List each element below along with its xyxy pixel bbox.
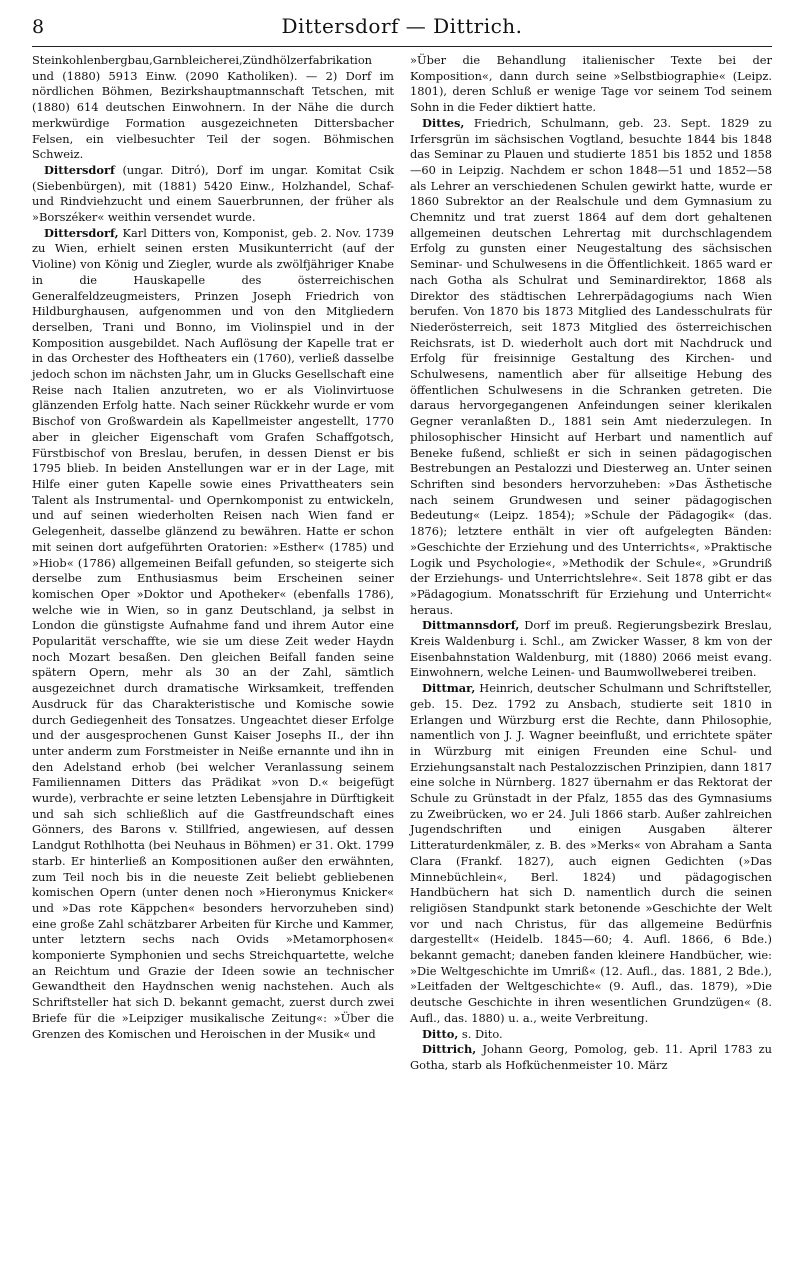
right-column: [410, 53, 772, 1074]
entry-dittrich: [410, 1042, 772, 1073]
entry-text: Friedrich, Schulmann, geb. 23. Sept. 1829 zu Irfersgrün im sächsischen Vogtland, besuchte 1844 bis 1848 das Seminar zu Plauen und studierte 1851 bis 1852 und 1858—60 in Leipzig. Nachdem er schon 1848—51 und 1852—58 als Lehrer an verschiedenen Schulen gewirkt hatte, wurde er 1860 Subrektor an der Realschule und dem Gymnasium zu Chemnitz und trat zuerst 1864 auf dem dort gehaltenen allgemeinen deutschen Lehrertag mit durchschlagendem Erfolg zu gunsten einer Neugestaltung des sächsischen Seminar- und Schulwesens in die Öffentlichkeit. 1865 ward er nach Gotha als Schulrat und Seminardirektor, 1868 als Direktor des städtischen Lehrerpädagogiums nach Wien berufen. Von 1870 bis 1873 Mitglied des Landesschulrats für Niederösterreich, seit 1873 Mitglied des österreichischen Reichsrats, ist D. wiederholt auch dort mit Nachdruck und Erfolg für freisinnige Gestaltung des Kirchen- und Schulwesens, namentlich aber für allseitige Hebung des öffentlichen Schulwesens in die Schranken getreten. Die daraus hervorgegangenen Anfeindungen seiner klerikalen Gegner veranlaßten D., 1881 sein Amt niederzulegen. In philosophischer Hinsicht auf Herbart und namentlich auf Beneke fußend, schließt er sich in seinen pädagogischen Bestrebungen an Pestalozzi und Diesterweg an. Unter seinen Schriften sind besonders hervorzuheben: »Das Ästhetische nach seinem Grundwesen und seiner pädagogischen Bedeutung« (Leipz. 1854); »Schule der Pädagogik« (das. 1876); letztere enthält in vier oft aufgelegten Bänden: »Geschichte der Erziehung und des Unterrichts«, »Praktische Logik und Psychologie«, »Methodik der Schule«, »Grundriß der Erziehungs- und Unterrichtslehre«. Seit 1878 gibt er das »Pädagogium. Monatsschrift für Erziehung und Unterricht« heraus.: [410, 115, 772, 617]
entry-dittes: [410, 116, 772, 619]
entry-text: s. Dito.: [458, 1026, 503, 1041]
entry-dittersdorf-village: [32, 163, 394, 226]
entry-dittmannsdorf: [410, 618, 772, 681]
left-column: [32, 53, 394, 1074]
entry-headword: Dittrich,: [422, 1042, 477, 1057]
entry-headword: Dittes,: [422, 115, 465, 130]
entry-dittersdorf-composer: [32, 226, 394, 1043]
page-number: 8: [32, 16, 45, 38]
entry-headword: Ditto,: [422, 1026, 459, 1041]
entry-headword: Dittersdorf: [44, 162, 115, 177]
running-head: Dittersdorf — Dittrich.: [281, 14, 523, 38]
entry-text: Heinrich, deutscher Schulmann und Schriftsteller, geb. 15. Dez. 1792 zu Ansbach, studierte seit 1810 in Erlangen und Würzburg erst die Rechte, dann Philosophie, namentlich von J. J. Wagner beeinflußt, und errichtete später in Würzburg mit einigen Freunden eine Schul- und Erziehungsanstalt nach Pestalozzischen Prinzipien, dann 1817 eine solche in Nürnberg. 1827 übernahm er das Rektorat der Schule zu Grünstadt in der Pfalz, 1855 das des Gymnasiums zu Zweibrücken, wo er 24. Juli 1866 starb. Außer zahlreichen Jugendschriften und einigen Ausgaben älterer Litteraturdenkmäler, z. B. des »Merks« von Abraham a Santa Clara (Frankf. 1827), auch eignen Gedichten (»Das Minnebüchlein«, Berl. 1824) und pädagogischen Handbüchern hat sich D. namentlich durch die seinen religiösen Standpunkt stark betonende »Geschichte der Welt vor und nach Christus, für das allgemeine Bedürfnis dargestellt« (Heidelb. 1845—60; 4. Aufl. 1866, 6 Bde.) bekannt gemacht; daneben fanden kleinere Handbücher, wie: »Die Weltgeschichte im Umriß« (12. Aufl., das. 1881, 2 Bde.), »Leitfaden der Weltgeschichte« (9. Aufl., das. 1879), »Die deutsche Geschichte in ihren wesentlichen Grundzügen« (8. Aufl., das. 1880) u. a., weite Verbreitung.: [410, 681, 772, 1025]
entry-text: Dorf im preuß. Regierungsbezirk Breslau, Kreis Waldenburg i. Schl., am Zwicker Wasser, 8 km von der Eisenbahnstation Waldenburg, mit (1880) 2066 meist evang. Einwohnern, welche Leinen- und Baumwollweberei treiben.: [410, 618, 772, 680]
entry-headword: Dittmannsdorf,: [422, 618, 520, 633]
text-columns: [32, 53, 772, 1074]
entry-text: Johann Georg, Pomolog, geb. 11. April 1783 zu Gotha, starb als Hofküchenmeister 10. März: [410, 1042, 772, 1072]
page-header: [32, 0, 772, 47]
entry-dittmar: [410, 681, 772, 1026]
entry-text: (ungar. Ditró), Dorf im ungar. Komitat Csik (Siebenbürgen), mit (1881) 5420 Einw., Holzhandel, Schaf- und Rindviehzucht und einem Sauerbrunnen, der früher als »Borszéker« weithin versendet wurde.: [32, 162, 394, 225]
entry-text: Karl Ditters von, Komponist, geb. 2. Nov. 1739 zu Wien, erhielt seinen ersten Musikunterricht (auf der Violine) von König und Ziegler, wurde als zwölfjähriger Knabe in die Hauskapelle des österreichischen Generalfeldzeugmeisters, Prinzen Joseph Friedrich von Hildburghausen, aufgenommen und von den Mitgliedern derselben, Trani und Bonno, im Violinspiel und in der Komposition ausgebildet. Nach Auflösung der Kapelle trat er in das Orchester des Hoftheaters ein (1760), verließ dasselbe jedoch schon im nächsten Jahr, um in Glucks Gesellschaft eine Reise nach Italien anzutreten, wo er als Violinvirtuose glänzenden Erfolg hatte. Nach seiner Rückkehr wurde er vom Bischof von Großwardein als Kapellmeister angestellt, 1770 aber in gleicher Eigenschaft vom Grafen Schaffgotsch, Fürstbischof von Breslau, berufen, in dessen Dienst er bis 1795 blieb. In beiden Anstellungen war er in der Lage, mit Hilfe einer guten Kapelle sowie eines Privattheaters sein Talent als Instrumental- und Opernkomponist zu entwickeln, und auf seinen wiederholten Reisen nach Wien fand er Gelegenheit, dasselbe glänzend zu bewähren. Hatte er schon mit seinen dort aufgeführten Oratorien: »Esther« (1785) und »Hiob« (1786) allgemeinen Beifall gefunden, so steigerte sich derselbe zum Enthusiasmus beim Erscheinen seiner komischen Oper »Doktor und Apotheker« (ebenfalls 1786), welche wie in Wien, so in ganz Deutschland, ja selbst in London die günstigste Aufnahme fand und ihrem Autor eine Popularität verschaffte, wie sie um diese Zeit weder Haydn noch Mozart besaßen. Den gleichen Beifall fanden seine spätern Opern, mehr als 30 an der Zahl, sämtlich ausgezeichnet durch dramatische Wirksamkeit, treffenden Ausdruck für das Charakteristische und Komische sowie durch Gediegenheit des Tonsatzes. Ungeachtet dieser Erfolge und der ausgesprochenen Gunst Kaiser Josephs II., der ihn unter anderm zum Forstmeister in Neiße ernannte und ihn in den Adelstand erhob (bei welcher Veranlassung seinem Familiennamen Ditters das Prädikat »von D.« beigefügt wurde), verbrachte er seine letzten Lebensjahre in Dürftigkeit und sah sich schließlich auf die Gastfreundschaft eines Gönners, des Barons v. Stillfried, angewiesen, auf dessen Landgut Rothlhotta (bei Neuhaus in Böhmen) er 31. Okt. 1799 starb. Er hinterließ an Kompositionen außer den erwähnten, zum Teil noch bis in die neueste Zeit beliebt gebliebenen komischen Opern (unter denen noch »Hieronymus Knicker« und »Das rote Käppchen« besonders hervorzuheben sind) eine große Zahl schätzbarer Arbeiten für Kirche und Kammer, unter letztern sechs nach Ovids »Metamorphosen« komponierte Symphonien und sechs Streichquartette, welche an Reichtum und Grazie der Ideen sowie an technischer Gewandtheit den Haydnschen wenig nachstehen. Auch als Schriftsteller hat sich D. bekannt gemacht, zuerst durch zwei Briefe für die »Leipziger musikalische Zeitung«: »Über die Grenzen des Komischen und Heroischen in der Musik« und: [32, 225, 394, 1041]
entry-continuation: Steinkohlenbergbau,Garnbleicherei,Zündhölzerfabrikation und (1880) 5913 Einw. (2090 Katholiken). — 2) Dorf im nördlichen Böhmen, Bezirkshauptmannschaft Tetschen, mit (1880) 614 deutschen Einwohnern. In der Nähe die durch merkwürdige Formation ausgezeichneten Dittersbacher Felsen, ein vielbesuchter Teil der sogen. Böhmischen Schweiz.: [32, 53, 394, 162]
entry-headword: Dittersdorf,: [44, 225, 119, 240]
entry-ditto: [410, 1027, 772, 1043]
entry-continuation: »Über die Behandlung italienischer Texte bei der Komposition«, dann durch seine »Selbstbiographie« (Leipz. 1801), deren Schluß er wenige Tage vor seinem Tod seinem Sohn in die Feder diktiert hatte.: [410, 53, 772, 115]
entry-headword: Dittmar,: [422, 681, 476, 696]
